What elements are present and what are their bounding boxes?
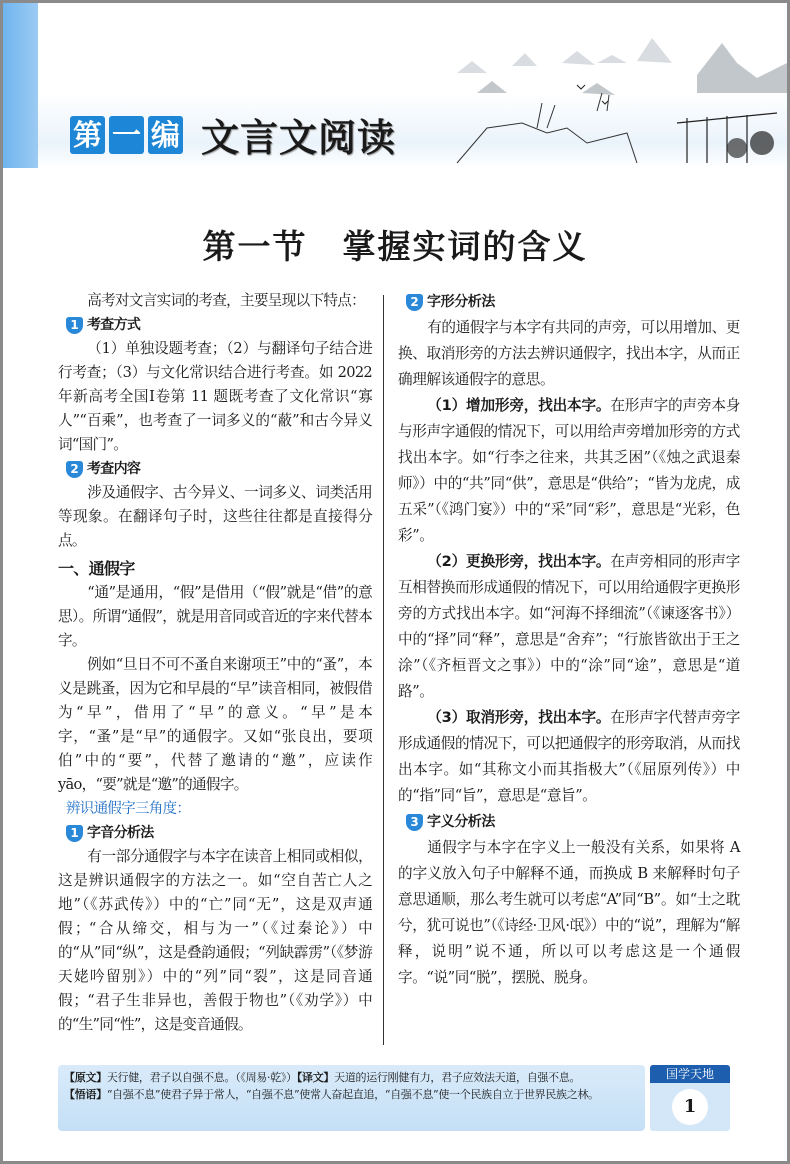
intro-paragraph: 高考对文言实词的考查，主要呈现以下特点： <box>87 292 366 309</box>
part-box-3: 编 <box>148 116 183 154</box>
right-column <box>398 289 740 991</box>
part-box-1: 第 <box>70 116 105 154</box>
footer-line <box>64 1069 639 1086</box>
bold-lead: （2）更换形旁，找出本字。 <box>427 553 611 570</box>
page <box>3 3 787 1161</box>
footer-line <box>64 1086 639 1103</box>
paragraph <box>398 393 740 549</box>
paragraph: 有一部分通假字与本字在读音上相同或相似，这是辨识通假字的方法之一。如“空自苦亡人之地”（《苏武传》）中的“亡”同“无”，这是双声通假；“合从缔交，相与为一”（《过秦论》）中的“从”同“纵”，这是叠韵通假；“列缺霹雳”（《梦游天姥吟留别》）中的“列”同“裂”，这是同音通假；“君子生非异也，善假于物也”（《劝学》）中的“生”同“性”，这是变音通假。 <box>58 848 372 1033</box>
column-divider <box>383 295 384 1045</box>
page-tab <box>650 1065 730 1131</box>
blue-heading: 辨识通假字三角度： <box>66 801 191 817</box>
number-badge-icon: 1 <box>66 825 83 842</box>
blue-spine <box>3 3 38 168</box>
paragraph <box>398 549 740 705</box>
heading-label: 字义分析法 <box>427 814 495 830</box>
paragraph-text: 在形声字代替声旁字形成通假的情况下，可以把通假字的形旁取消，从而找出本字。如“其称文小而其指极大”（《屈原列传》）中的“指”同“旨”，意思是“意旨”。 <box>398 709 740 804</box>
paragraph: 涉及通假字、古今异义、一词多义、词类活用等现象。在翻译句子时，这些往往都是直接得分点。 <box>58 484 372 549</box>
label-original: 【原文】 <box>64 1071 107 1084</box>
chapter-banner <box>3 3 787 168</box>
paragraph-text: 在声旁相同的形声字互相替换而形成通假的情况下，可以用给通假字更换形旁的方式找出本字。如“河海不择细流”（《谏逐客书》）中的“择”同“释”，意思是“舍弃”；“行旅皆欲出于王之涂”（《齐桓晋文之事》）中的“涂”同“途”，意思是“道路”。 <box>398 553 740 700</box>
ink-landscape-illustration <box>437 33 787 168</box>
bold-lead: （3）取消形旁，找出本字。 <box>427 709 611 726</box>
footer-quote-box <box>58 1065 645 1131</box>
paragraph: （1）单独设题考查；（2）与翻译句子结合进行考查；（3）与文化常识结合进行考查。如 2022 年新高考全国Ⅰ卷第 11 题既考查了文化常识“寡人”“百乘”，也考查了一词多义的“蔽”和古今异义词“国门”。 <box>58 340 372 453</box>
heading-label: 字音分析法 <box>87 825 154 841</box>
label-insight: 【悟语】 <box>64 1088 107 1101</box>
heading-exam-content <box>58 457 372 481</box>
heading-label: 考查内容 <box>87 461 141 477</box>
paragraph: 例如“旦日不可不蚤自来谢项王”中的“蚤”，本义是跳蚤，因为它和早晨的“早”读音相同，被假借为“早”，借用了“早”的意义。“早”是本字，“蚤”是“早”的通假字。又如“张良出，要项伯”中的“要”，代替了邀请的“邀”，应读作 yāo，“要”就是“邀”的通假字。 <box>58 656 372 793</box>
original-text: 天行健，君子以自强不息。（《周易·乾》） <box>106 1071 297 1084</box>
paragraph-text: 在形声字的声旁本身与形声字通假的情况下，可以用给声旁增加形旁的方式找出本字。如“行李之往来，共其乏困”（《烛之武退秦师》）中的“共”同“供”，意思是“供给”；“皆为龙虎，成五采”（《鸿门宴》）中的“采”同“彩”，意思是“光彩，色彩”。 <box>398 397 740 544</box>
heading-exam-method <box>58 313 372 337</box>
paragraph: 有的通假字与本字有共同的声旁，可以用增加、更换、取消形旁的方法去辨识通假字，找出本字，从而正确理解该通假字的意思。 <box>398 319 740 388</box>
left-column <box>58 289 372 1037</box>
part-box-2: 一 <box>109 116 144 154</box>
number-badge-icon: 1 <box>66 317 83 334</box>
section-title: 第一节 掌握实词的含义 <box>202 227 588 266</box>
subsection-heading: 一、通假字 <box>58 559 135 578</box>
insight-text: “自强不息”使君子异于常人，“自强不息”使常人奋起直追，“自强不息”使一个民族自立于世界民族之林。 <box>106 1088 599 1101</box>
tab-label: 国学天地 <box>650 1065 730 1083</box>
number-badge-icon: 2 <box>66 461 83 478</box>
heading-form-analysis <box>398 289 740 315</box>
number-badge-icon: 3 <box>406 814 423 831</box>
paragraph: “通”是通用，“假”是借用（“假”就是“借”的意思）。所谓“通假”，就是用音同或音近的字来代替本字。 <box>58 584 372 649</box>
part-title: 文言文阅读 <box>201 116 397 160</box>
heading-meaning-analysis <box>398 809 740 835</box>
bold-lead: （1）增加形旁，找出本字。 <box>427 397 611 414</box>
page-number: 1 <box>672 1089 708 1125</box>
paragraph: 通假字与本字在字义上一般没有关系，如果将 A 的字义放入句子中解释不通，而换成 B 来解释时句子意思通顺，那么考生就可以考虑“A”同“B”。如“士之耽兮，犹可说也”（《诗经·卫风·氓》）中的“说”，理解为“解释，说明”说不通，所以可以考虑这是一个通假字。“说”同“脱”，摆脱、脱身。 <box>398 839 740 986</box>
label-translation: 【译文】 <box>296 1071 335 1084</box>
heading-sound-analysis <box>58 821 372 845</box>
chapter-heading <box>70 107 396 162</box>
translation-text: 天道的运行刚健有力，君子应效法天道，自强不息。 <box>334 1071 581 1084</box>
number-badge-icon: 2 <box>406 294 423 311</box>
heading-label: 考查方式 <box>87 317 141 333</box>
heading-label: 字形分析法 <box>427 294 495 310</box>
paragraph <box>398 705 740 809</box>
